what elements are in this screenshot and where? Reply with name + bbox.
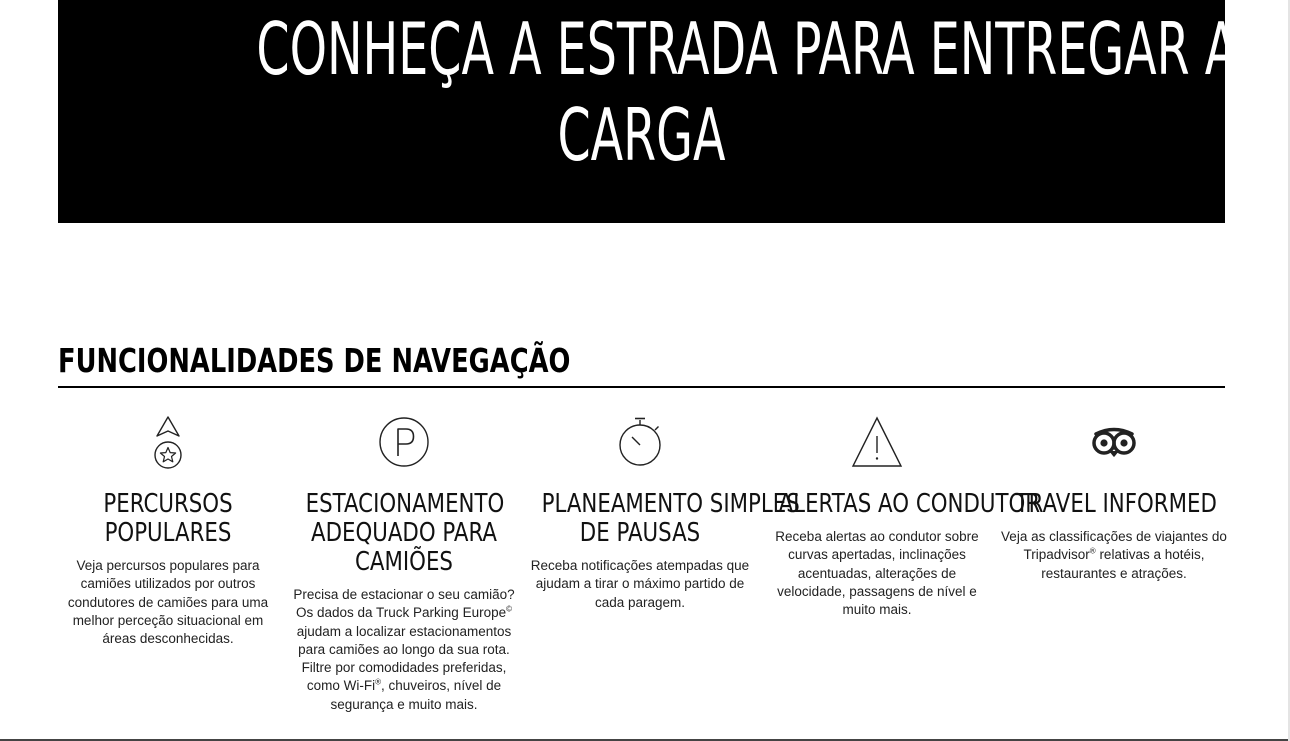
feature-heading-line: PERCURSOS <box>103 489 233 519</box>
feature-heading-line: ALERTAS AO CONDUTOR <box>778 489 1041 519</box>
feature-heading <box>778 489 1041 519</box>
feature-heading <box>541 489 800 548</box>
warning-icon <box>847 412 907 470</box>
feature-heading-line: POPULARES <box>104 518 232 548</box>
feature-description <box>994 528 1234 583</box>
copyright-mark: © <box>506 604 513 614</box>
feature-heading <box>306 490 503 577</box>
registered-mark: ® <box>1089 546 1096 556</box>
feature-description: Veja percursos populares para camiões utilizados por outros condutores de camiões para uma melhor perceção situacional em áreas desconhecidas. <box>67 558 269 647</box>
feature-heading-line: TRAVEL INFORMED <box>1015 489 1217 519</box>
hero-title-line-1: CONHEÇA A ESTRADA PARA ENTREGAR A <box>256 7 1238 91</box>
hero-title-line-2: CARGA <box>557 93 726 177</box>
feature-heading <box>70 490 267 548</box>
parking-icon <box>374 412 434 470</box>
feature-break-planning <box>520 412 800 612</box>
feature-description <box>284 586 524 714</box>
feature-popular-routes <box>48 412 288 648</box>
feature-truck-parking <box>284 412 524 714</box>
feature-description-text: relativas a hotéis, restaurantes e atrações. <box>1041 547 1205 581</box>
feature-driver-alerts <box>757 412 1041 619</box>
feature-description-text: Veja as classificações de viajantes do Tripadvisor <box>1001 529 1227 563</box>
feature-description: Receba alertas ao condutor sobre curvas apertadas, inclinações acentuadas, alterações de velocidade, passagens de nível e muito mais. <box>775 529 979 618</box>
feature-heading-line: PLANEAMENTO SIMPLES <box>541 489 800 519</box>
section-title: FUNCIONALIDADES DE NAVEGAÇÃO <box>58 341 571 380</box>
feature-heading-line: ESTACIONAMENTO <box>305 489 505 519</box>
registered-mark: ® <box>375 677 382 687</box>
feature-heading-line: CAMIÕES <box>355 547 453 577</box>
feature-heading <box>1015 489 1217 519</box>
section-divider <box>58 386 1225 388</box>
feature-description: Receba notificações atempadas que ajudam a tirar o máximo partido de cada paragem. <box>530 558 750 610</box>
feature-description-text: , chuveiros, nível de segurança e muito mais. <box>330 678 502 712</box>
hero-banner <box>58 0 1238 223</box>
tripadvisor-icon <box>1084 412 1144 470</box>
hero-title <box>256 6 1238 178</box>
feature-description-text: ajudam a localizar estacionamentos para camiões ao longo da sua rota. Filtre por comodidades preferidas, como Wi-Fi <box>296 623 512 694</box>
feature-heading-line: DE PAUSAS <box>579 518 701 548</box>
feature-travel-informed <box>994 412 1234 583</box>
stopwatch-icon <box>610 412 670 470</box>
popular-routes-icon <box>138 412 198 470</box>
feature-heading-line: ADEQUADO PARA <box>310 518 498 548</box>
feature-description-text: Precisa de estacionar o seu camião? Os dados da Truck Parking Europe <box>293 587 515 621</box>
